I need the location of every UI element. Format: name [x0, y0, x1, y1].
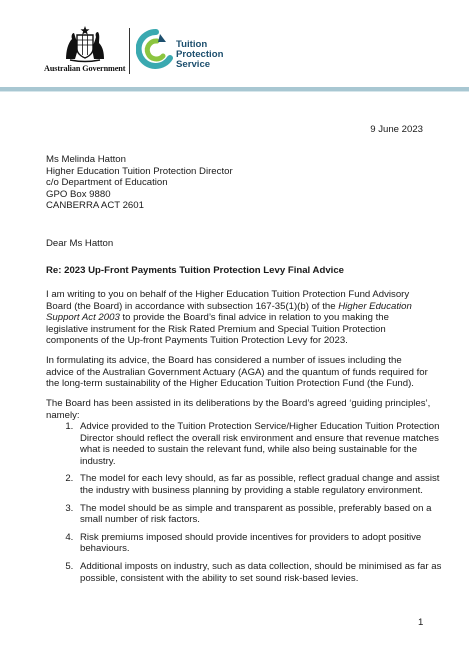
list-item: 2. The model for each levy should, as far as possible, reflect gradual change and assist the industry with business planning by providing a stable regulatory environment.	[76, 473, 448, 496]
paragraph-principles-intro: The Board has been assisted in its deliberations by the Board’s agreed ‘guiding principles’, namely:	[46, 398, 431, 421]
header-band-shadow	[0, 91, 469, 92]
paragraph-text: to provide the Board’s final advice in relation to you making the legislative instrument for the Risk Rated Premium and Special Tuition Protection components of the Up-front Payments Tuition Protection Levy for 2023.	[46, 312, 389, 347]
paragraph-text: I am writing to you on behalf of the Higher Education Tuition Protection Fund Advisory Board (the Board) in accordance with subsection 167-35(1)(b) of the	[46, 289, 410, 312]
letterhead	[0, 0, 469, 88]
paragraph-considerations: In formulating its advice, the Board has considered a number of issues including the advice of the Australian Government Actuary (AGA) and the quantum of funds required for the long-term sustainability of the Higher Education Tuition Protection Fund (the Fund).	[46, 355, 428, 390]
list-item: 1. Advice provided to the Tuition Protection Service/Higher Education Tuition Protection Director should reflect the overall risk environment and ensure that revenue matches what is needed to sustain the relevant fund, while also being sustainable for the industry.	[76, 421, 448, 467]
government-name: Australian Government	[44, 64, 126, 73]
paragraph-purpose	[46, 289, 431, 347]
guiding-principles-list	[58, 421, 448, 590]
tps-wordmark-line: Tuition	[176, 39, 208, 50]
list-item: 5. Additional imposts on industry, such as data collection, should be minimised as far as possible, consistent with the ability to set sound risk-based levies.	[76, 561, 448, 584]
list-item: 4. Risk premiums imposed should provide incentives for providers to adopt positive behaviours.	[76, 532, 448, 555]
address-line: CANBERRA ACT 2601	[46, 200, 144, 212]
tps-logo-icon	[136, 28, 174, 74]
address-line: Ms Melinda Hatton	[46, 154, 126, 165]
letter-date: 9 June 2023	[370, 124, 423, 135]
address-line: c/o Department of Education	[46, 177, 168, 189]
address-line: Higher Education Tuition Protection Director	[46, 165, 233, 177]
page-number: 1	[418, 617, 424, 628]
tps-wordmark	[176, 40, 223, 71]
subject-line: Re: 2023 Up-Front Payments Tuition Protection Levy Final Advice	[46, 265, 344, 276]
tps-wordmark-line: Service	[176, 59, 211, 71]
address-line: GPO Box 9880	[46, 188, 111, 200]
coat-of-arms-icon	[62, 25, 108, 63]
logo-divider	[129, 28, 130, 74]
list-item: 3. The model should be as simple and transparent as possible, preferably based on a small number of risk factors.	[76, 503, 448, 526]
salutation: Dear Ms Hatton	[46, 238, 114, 249]
australian-government-logo	[44, 25, 128, 77]
recipient-address	[46, 154, 431, 212]
act-title: Higher Education Support Act 2003	[46, 300, 412, 324]
tps-wordmark-line: Protection	[176, 49, 224, 61]
